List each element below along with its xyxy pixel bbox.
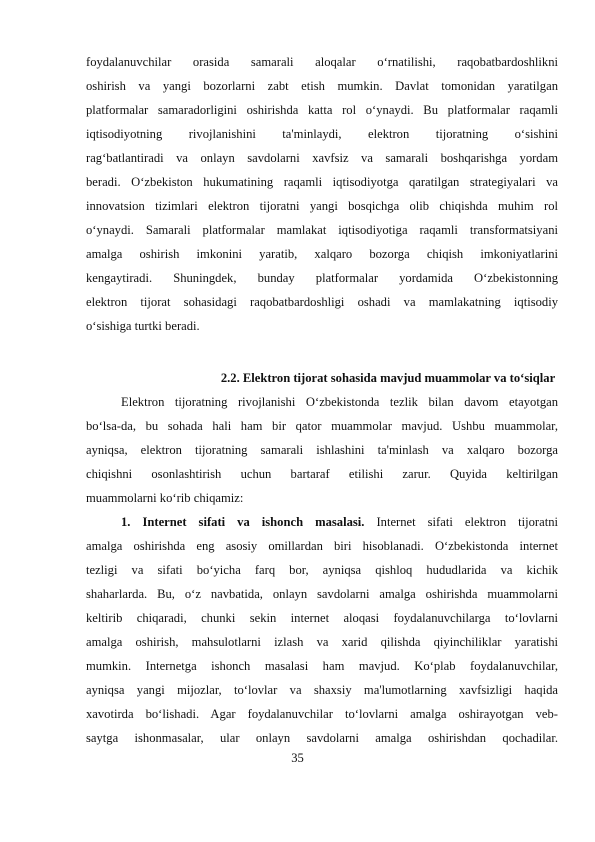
text-line: ayniqsa yangi mijozlar, to‘lovlar va shaxsiy ma'lumotlarning xavfsizligi haqida <box>86 683 558 697</box>
item-text: Internet sifati elektron tijoratni <box>376 515 559 529</box>
text-line: platformalar samaradorligini oshirishda katta rol o‘ynaydi. Bu platformalar raqamli <box>86 103 558 117</box>
text-line: keltirib chiqaradi, chunki sekin internet aloqasi foydalanuvchilarga to‘lovlarni <box>86 611 558 625</box>
text-line: foydalanuvchilar orasida samarali aloqalar o‘rnatilishi, raqobatbardoshlikni <box>86 55 558 69</box>
text-line: shaharlarda. Bu, o‘z navbatida, onlayn savdolarni amalga oshirishda muammolarni <box>86 587 558 601</box>
text-line: saytga ishonmasalar, ular onlayn savdolarni amalga oshirishdan qochadilar. <box>86 731 558 745</box>
section-heading <box>86 370 558 386</box>
text-line: muammolarni ko‘rib chiqamiz: <box>86 491 244 505</box>
text-line: amalga oshirish, mahsulotlarni izlash va xarid qilishda qiyinchiliklar yaratishi <box>86 635 558 649</box>
text-line: amalga oshirish imkonini yaratib, xalqaro bozorga chiqish imkoniyatlarini <box>86 247 558 261</box>
text-line: Elektron tijoratning rivojlanishi O‘zbekistonda tezlik bilan davom etayotgan <box>121 395 558 409</box>
text-line: o‘sishiga turtki beradi. <box>86 319 200 333</box>
text-line: xavotirda bo‘lishadi. Agar foydalanuvchilar to‘lovlarni amalga oshirayotgan veb- <box>86 707 558 721</box>
section-heading-text: 2.2. Elektron tijorat sohasida mavjud muammolar va to‘siqlar <box>220 371 556 385</box>
text-line: o‘ynaydi. Samarali platformalar mamlakat iqtisodiyotiga raqamli transformatsiyani <box>86 223 558 237</box>
text-line: elektron tijorat sohasidagi raqobatbardoshligi oshadi va mamlakatning iqtisodiy <box>86 295 558 309</box>
text-line: tezligi va sifati bo‘yicha farq bor, ayniqsa qishloq hududlarida va kichik <box>86 563 558 577</box>
text-line: ayniqsa, elektron tijoratning samarali ishlashini ta'minlash va xalqaro bozorga <box>86 443 558 457</box>
text-line: amalga oshirishda eng asosiy omillardan biri hisoblanadi. O‘zbekistonda internet <box>86 539 558 553</box>
text-line: innovatsion tizimlari elektron tijoratni yangi bosqichga olib chiqishda muhim rol <box>86 199 558 213</box>
text-line: bo‘lsa-da, bu sohada hali ham bir qator muammolar mavjud. Ushbu muammolar, <box>86 419 558 433</box>
text-line: chiqishni osonlashtirish uchun bartaraf etilishi zarur. Quyida keltirilgan <box>86 467 558 481</box>
text-line <box>121 514 558 530</box>
text-line: iqtisodiyotning rivojlanishini ta'minlaydi, elektron tijoratning o‘sishini <box>86 127 558 141</box>
item-label: 1. Internet sifati va ishonch masalasi. <box>121 515 365 529</box>
text-line: oshirish va yangi bozorlarni zabt etish mumkin. Davlat tomonidan yaratilgan <box>86 79 558 93</box>
text-line: beradi. O‘zbekiston hukumatining raqamli iqtisodiyotga qaratilgan strategiyalari va <box>86 175 558 189</box>
text-line: rag‘batlantiradi va onlayn savdolarni xavfsiz va samarali boshqarishga yordam <box>86 151 558 165</box>
page-number: 35 <box>291 751 304 765</box>
text-line: mumkin. Internetga ishonch masalasi ham mavjud. Ko‘plab foydalanuvchilar, <box>86 659 558 673</box>
text-line: kengaytiradi. Shuningdek, bunday platformalar yordamida O‘zbekistonning <box>86 271 558 285</box>
